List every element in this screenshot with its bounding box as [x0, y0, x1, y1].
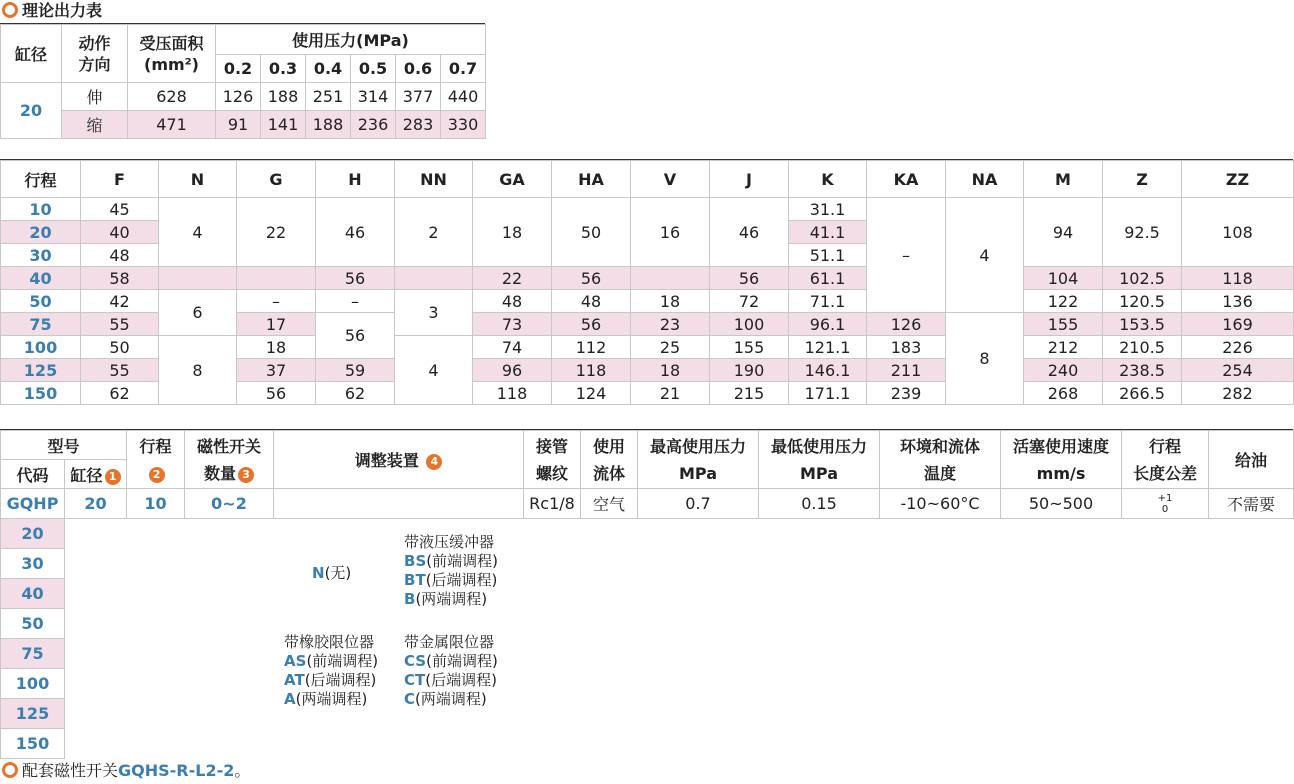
dim-zz: 169	[1182, 313, 1294, 336]
header-g: G	[237, 161, 316, 198]
dim-n: 6	[159, 290, 237, 336]
header-code: 代码	[1, 460, 65, 489]
header-nn: NN	[395, 161, 473, 198]
dimension-table	[0, 160, 1294, 405]
dim-z: 238.5	[1103, 359, 1182, 382]
adjust-metal-group: 带金属限位器 CS(前端调程) CT(后端调程) C(两端调程)	[404, 633, 498, 708]
dim-strokes: 20	[1, 221, 81, 244]
header-pressure-value: 0.7	[441, 55, 486, 83]
dim-g	[237, 267, 316, 290]
dim-k: 41.1	[789, 221, 867, 244]
header-stroke: 行程 2	[127, 431, 185, 489]
section-title-theory-force	[2, 0, 102, 22]
header-f: F	[81, 161, 159, 198]
area: 628	[128, 83, 216, 111]
dim-v: 25	[631, 336, 710, 359]
badge-4-icon: 4	[426, 454, 442, 470]
dim-h: –	[316, 290, 395, 313]
dim-ga: 74	[473, 336, 552, 359]
section-title-text: 理论出力表	[22, 1, 103, 20]
dim-zz: 108	[1182, 198, 1294, 267]
force-value: 236	[351, 111, 396, 139]
dim-zz: 254	[1182, 359, 1294, 382]
theory-force-table	[0, 24, 486, 139]
dim-f: 50	[81, 336, 159, 359]
dim-j: 46	[710, 198, 789, 267]
header-pressure-value: 0.5	[351, 55, 396, 83]
dim-ha: 56	[552, 313, 631, 336]
stroke-option: 10	[127, 489, 185, 519]
dim-f: 42	[81, 290, 159, 313]
dim-ga: 73	[473, 313, 552, 336]
dim-n	[159, 267, 237, 290]
dim-ka: 183	[867, 336, 946, 359]
dim-ga: 96	[473, 359, 552, 382]
dim-ha: 50	[552, 198, 631, 267]
oil: 不需要	[1209, 489, 1294, 519]
dim-m: 240	[1024, 359, 1103, 382]
dim-z: 210.5	[1103, 336, 1182, 359]
dim-g: –	[237, 290, 316, 313]
dim-m: 212	[1024, 336, 1103, 359]
dim-ga: 18	[473, 198, 552, 267]
force-value: 141	[261, 111, 306, 139]
table-row	[1, 579, 1294, 609]
adjust-none: N(无)	[312, 564, 352, 582]
dim-g: 18	[237, 336, 316, 359]
dim-strokes: 40	[1, 267, 81, 290]
header-v: V	[631, 161, 710, 198]
table-row	[1, 519, 1294, 549]
header-fluid: 使用 流体	[581, 431, 638, 489]
header-ka: KA	[867, 161, 946, 198]
dim-f: 58	[81, 267, 159, 290]
header-k: K	[789, 161, 867, 198]
dim-v: 18	[631, 290, 710, 313]
table-row	[1, 336, 1294, 359]
bullet-ring-icon	[2, 2, 18, 18]
dim-j: 100	[710, 313, 789, 336]
header-pressure-value: 0.3	[261, 55, 306, 83]
max-pressure: 0.7	[638, 489, 759, 519]
dim-f: 45	[81, 198, 159, 221]
dim-ha: 118	[552, 359, 631, 382]
header-pressure-value: 0.4	[306, 55, 351, 83]
dim-f: 48	[81, 244, 159, 267]
table-row	[1, 83, 486, 111]
stroke-option: 100	[1, 669, 65, 699]
dim-j: 72	[710, 290, 789, 313]
stroke-option: 30	[1, 549, 65, 579]
header-min-pressure: 最低使用压力 MPa	[759, 431, 880, 489]
switch-model-code: GQHS-R-L2-2	[118, 761, 235, 780]
dim-zz: 136	[1182, 290, 1294, 313]
dim-ha: 124	[552, 382, 631, 405]
header-port: 接管 螺纹	[524, 431, 581, 489]
table-row	[1, 111, 486, 139]
dim-m: 155	[1024, 313, 1103, 336]
force-value: 377	[396, 83, 441, 111]
bullet-ring-icon	[2, 762, 18, 778]
force-value: 91	[216, 111, 261, 139]
dim-k: 31.1	[789, 198, 867, 221]
stroke-option: 50	[1, 609, 65, 639]
footer-note: 配套磁性开关GQHS-R-L2-2。	[2, 760, 250, 782]
dim-nn	[395, 267, 473, 290]
adjust-hydraulic-group: 带液压缓冲器 BS(前端调程) BT(后端调程) B(两端调程)	[404, 533, 498, 608]
dim-z: 102.5	[1103, 267, 1182, 290]
dim-strokes: 50	[1, 290, 81, 313]
force-value: 283	[396, 111, 441, 139]
header-speed: 活塞使用速度 mm/s	[1001, 431, 1122, 489]
dim-h: 62	[316, 382, 395, 405]
header-bore: 缸径 1	[65, 460, 127, 489]
header-pressure-value: 0.6	[396, 55, 441, 83]
dim-zz: 282	[1182, 382, 1294, 405]
dim-h: 56	[316, 313, 395, 359]
header-z: Z	[1103, 161, 1182, 198]
dim-strokes: 30	[1, 244, 81, 267]
dim-g: 56	[237, 382, 316, 405]
dim-ha: 112	[552, 336, 631, 359]
dim-h: 46	[316, 198, 395, 267]
model-code: GQHP	[1, 489, 65, 519]
header-m: M	[1024, 161, 1103, 198]
dim-j: 215	[710, 382, 789, 405]
dim-m: 122	[1024, 290, 1103, 313]
dim-f: 62	[81, 382, 159, 405]
dim-h: 56	[316, 267, 395, 290]
header-pressure: 使用压力(MPa)	[216, 25, 486, 55]
stroke-option: 75	[1, 639, 65, 669]
header-action: 动作 方向	[62, 25, 128, 83]
dim-n: 8	[159, 336, 237, 405]
header-switch: 磁性开关 数量 3	[185, 431, 274, 489]
header-area: 受压面积 (mm²)	[128, 25, 216, 83]
table-row	[1, 639, 1294, 669]
header-行程: 行程	[1, 161, 81, 198]
dim-k: 171.1	[789, 382, 867, 405]
switch-qty: 0~2	[185, 489, 274, 519]
dim-na: 8	[946, 313, 1024, 405]
dim-k: 71.1	[789, 290, 867, 313]
dim-v: 21	[631, 382, 710, 405]
table-row	[1, 290, 1294, 313]
header-j: J	[710, 161, 789, 198]
table-row	[1, 609, 1294, 639]
force-value: 440	[441, 83, 486, 111]
dim-g: 22	[237, 198, 316, 267]
dim-strokes: 100	[1, 336, 81, 359]
model-bore: 20	[65, 489, 127, 519]
dim-j: 56	[710, 267, 789, 290]
dim-nn: 2	[395, 198, 473, 267]
min-pressure: 0.15	[759, 489, 880, 519]
dim-nn: 4	[395, 336, 473, 405]
header-max-pressure: 最高使用压力 MPa	[638, 431, 759, 489]
force-value: 314	[351, 83, 396, 111]
fluid: 空气	[581, 489, 638, 519]
header-zz: ZZ	[1182, 161, 1294, 198]
table-row	[1, 669, 1294, 699]
header-adjust: 调整装置 4	[274, 431, 524, 489]
dim-z: 153.5	[1103, 313, 1182, 336]
dim-m: 104	[1024, 267, 1103, 290]
dim-ha: 56	[552, 267, 631, 290]
dim-z: 120.5	[1103, 290, 1182, 313]
force-value: 126	[216, 83, 261, 111]
dim-k: 51.1	[789, 244, 867, 267]
header-ga: GA	[473, 161, 552, 198]
table-row	[1, 549, 1294, 579]
bore-value: 20	[1, 83, 62, 139]
stroke-tolerance: +1 0	[1122, 489, 1209, 519]
dim-ka: 211	[867, 359, 946, 382]
header-ha: HA	[552, 161, 631, 198]
direction: 缩	[62, 111, 128, 139]
force-value: 251	[306, 83, 351, 111]
badge-3-icon: 3	[238, 467, 254, 483]
dim-f: 55	[81, 313, 159, 336]
header-pressure-value: 0.2	[216, 55, 261, 83]
dim-f: 40	[81, 221, 159, 244]
badge-1-icon: 1	[105, 469, 121, 485]
dim-zz: 226	[1182, 336, 1294, 359]
dim-ga: 22	[473, 267, 552, 290]
dim-nn: 3	[395, 290, 473, 336]
table-row	[1, 699, 1294, 729]
dim-n: 4	[159, 198, 237, 267]
dim-strokes: 150	[1, 382, 81, 405]
dim-g: 37	[237, 359, 316, 382]
dim-strokes: 10	[1, 198, 81, 221]
header-oil: 给油	[1209, 431, 1294, 489]
force-value: 188	[306, 111, 351, 139]
port-thread: Rc1/8	[524, 489, 581, 519]
dim-ga: 48	[473, 290, 552, 313]
stroke-option: 125	[1, 699, 65, 729]
dim-g: 17	[237, 313, 316, 336]
header-h: H	[316, 161, 395, 198]
header-tolerance: 行程 长度公差	[1122, 431, 1209, 489]
direction: 伸	[62, 83, 128, 111]
adjust-options	[274, 489, 524, 708]
header-model: 型号	[1, 431, 127, 460]
dim-j: 190	[710, 359, 789, 382]
dim-strokes: 75	[1, 313, 81, 336]
dim-z: 92.5	[1103, 198, 1182, 267]
stroke-option: 40	[1, 579, 65, 609]
dim-h: 59	[316, 359, 395, 382]
stroke-option: 20	[1, 519, 65, 549]
dim-k: 96.1	[789, 313, 867, 336]
table-row	[1, 267, 1294, 290]
dim-f: 55	[81, 359, 159, 382]
header-n: N	[159, 161, 237, 198]
dim-ka: –	[867, 198, 946, 313]
dim-strokes: 125	[1, 359, 81, 382]
dim-k: 121.1	[789, 336, 867, 359]
dim-v: 18	[631, 359, 710, 382]
dim-na: 4	[946, 198, 1024, 313]
dim-v: 23	[631, 313, 710, 336]
header-na: NA	[946, 161, 1024, 198]
table-row	[1, 198, 1294, 221]
table-row	[1, 729, 1294, 759]
force-value: 330	[441, 111, 486, 139]
dim-ha: 48	[552, 290, 631, 313]
dim-ka: 239	[867, 382, 946, 405]
adjust-rubber-group: 带橡胶限位器 AS(前端调程) AT(后端调程) A(两端调程)	[284, 633, 379, 708]
temperature: -10~60°C	[880, 489, 1001, 519]
dim-m: 94	[1024, 198, 1103, 267]
dim-m: 268	[1024, 382, 1103, 405]
dim-ka: 126	[867, 313, 946, 336]
stroke-option: 150	[1, 729, 65, 759]
force-value: 188	[261, 83, 306, 111]
header-bore: 缸径	[1, 25, 62, 83]
dim-v	[631, 267, 710, 290]
spec-table	[0, 430, 1294, 759]
dim-k: 61.1	[789, 267, 867, 290]
badge-2-icon: 2	[149, 467, 165, 483]
header-temperature: 环境和流体 温度	[880, 431, 1001, 489]
speed: 50~500	[1001, 489, 1122, 519]
dim-zz: 118	[1182, 267, 1294, 290]
dim-ga: 118	[473, 382, 552, 405]
dim-k: 146.1	[789, 359, 867, 382]
dim-z: 266.5	[1103, 382, 1182, 405]
area: 471	[128, 111, 216, 139]
dim-j: 155	[710, 336, 789, 359]
dim-v: 16	[631, 198, 710, 267]
